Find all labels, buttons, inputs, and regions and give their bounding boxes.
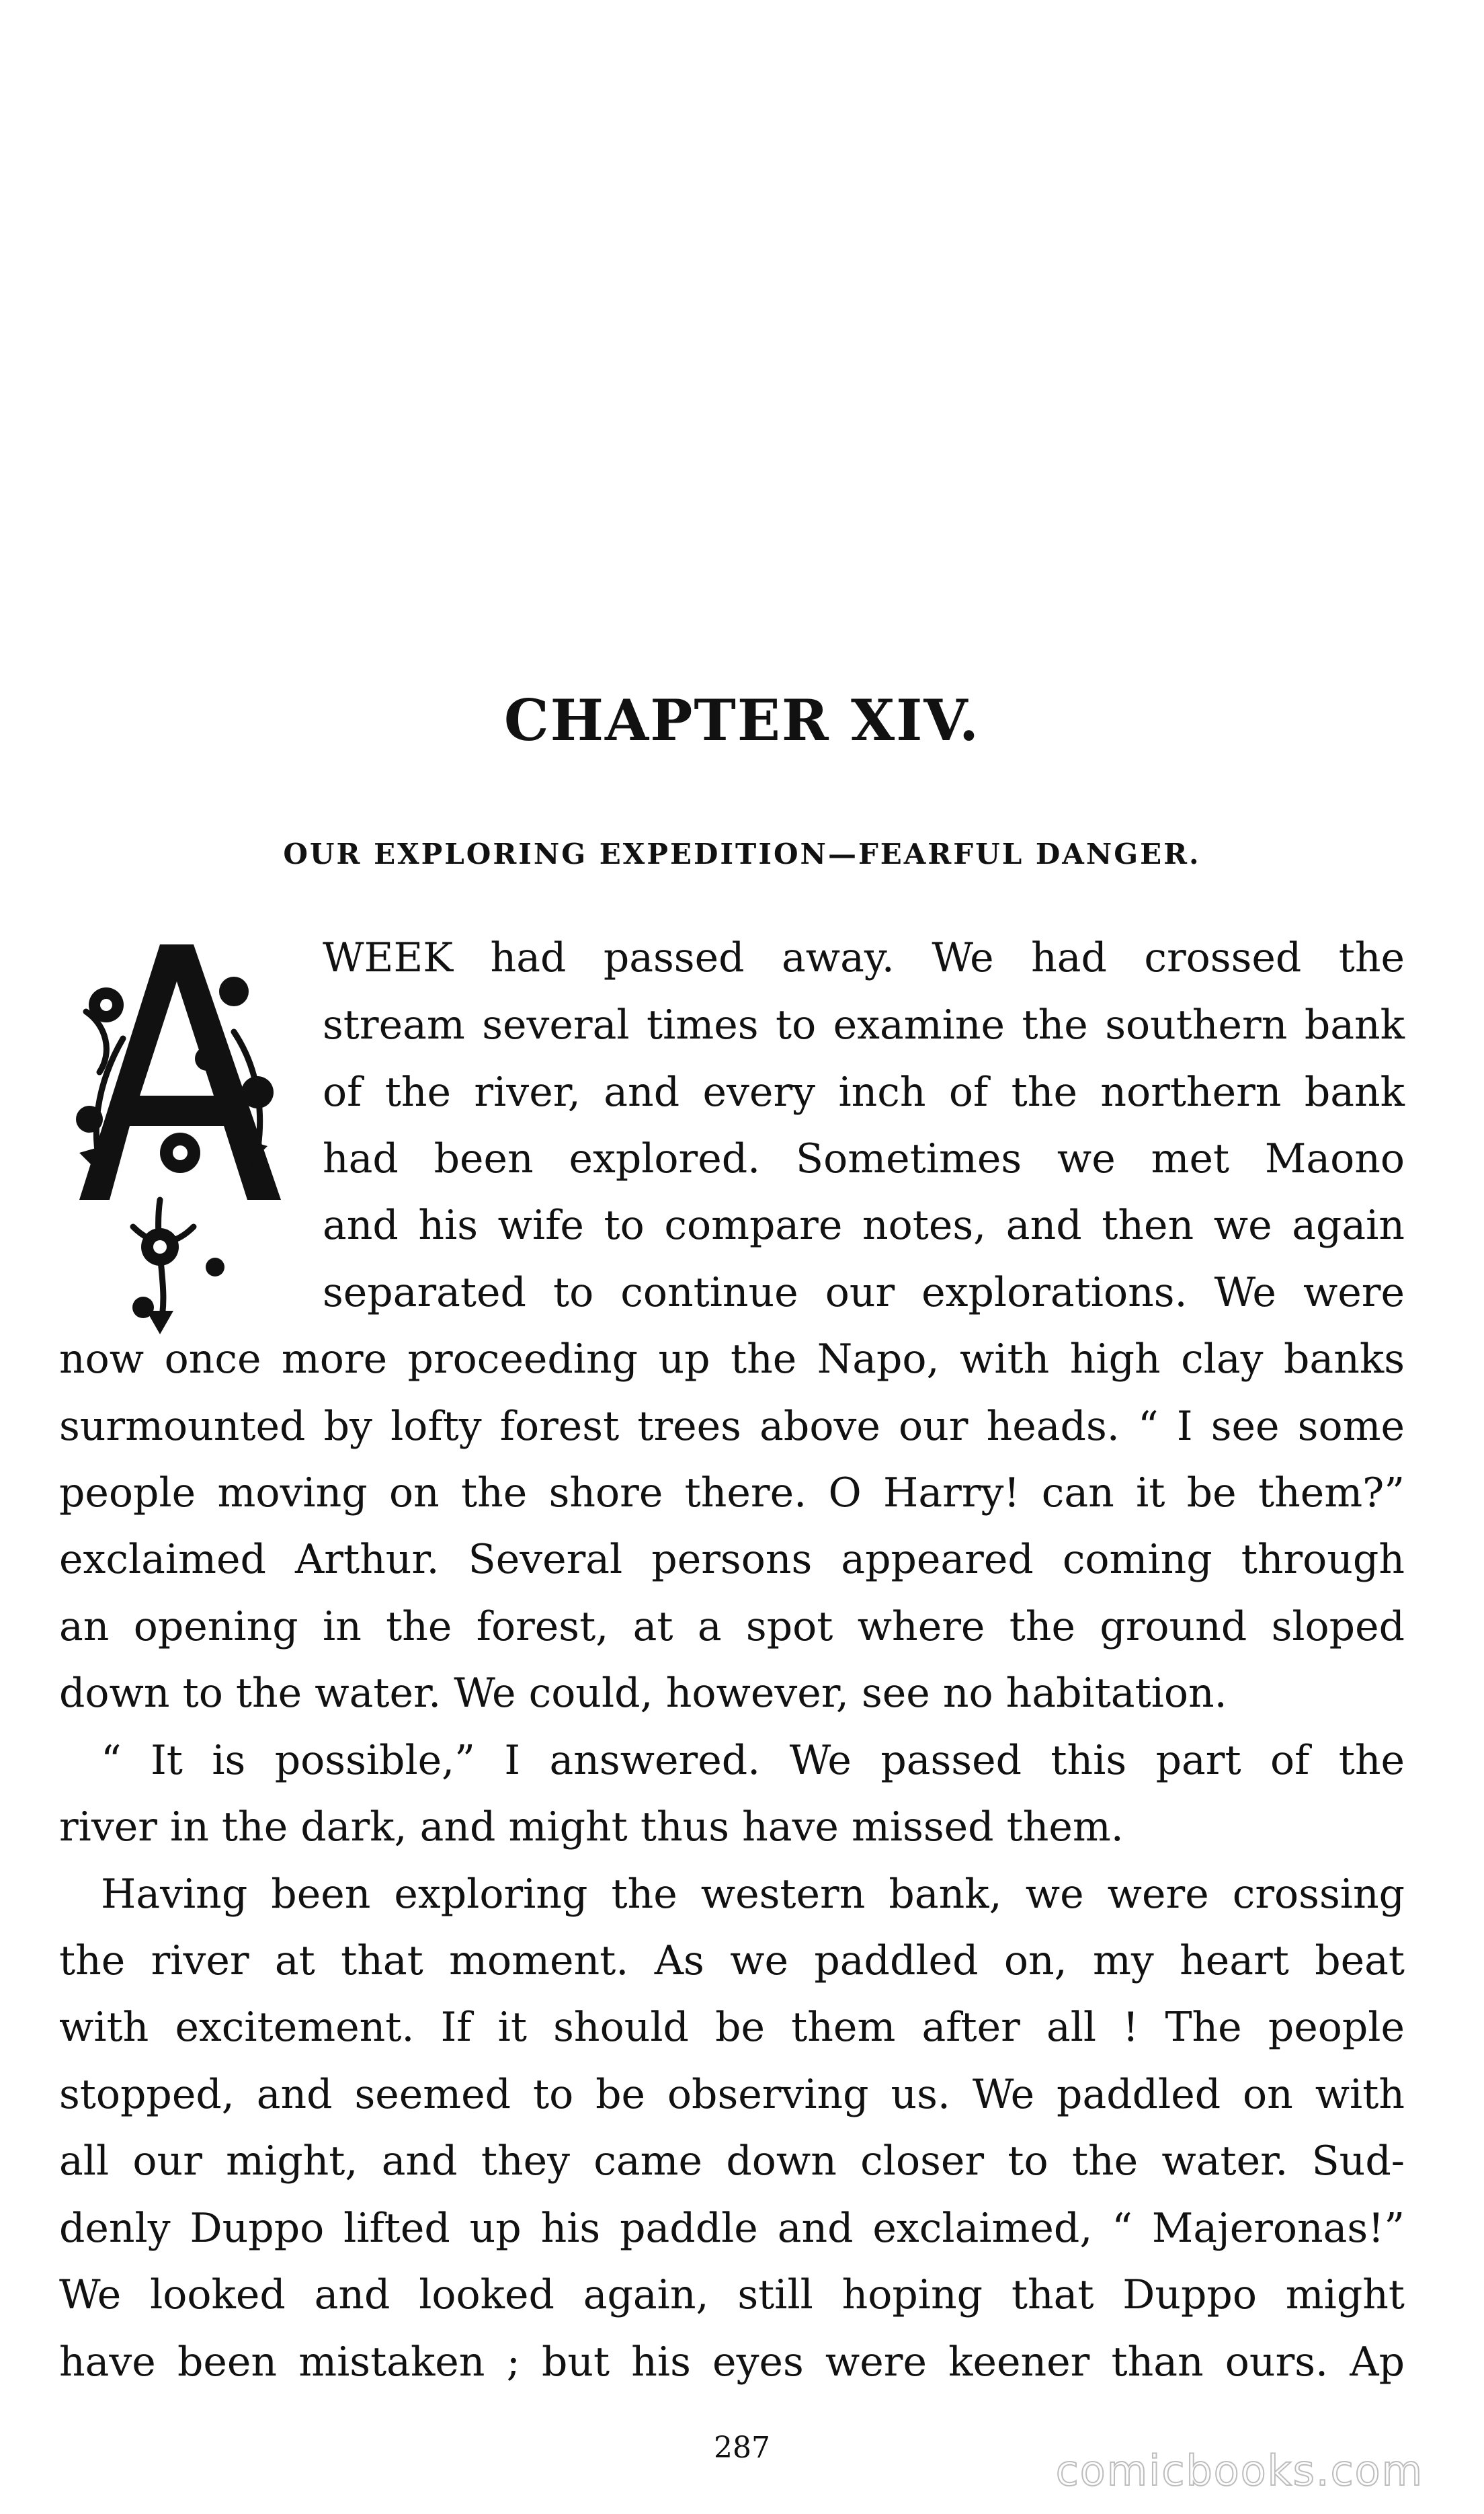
- text-line: denly Duppo lifted up his paddle and exclaimed, “ Majeronas!”: [59, 2205, 1405, 2252]
- text-line: had been explored. Sometimes we met Maono: [323, 1135, 1405, 1182]
- floral-initial-a-icon: [59, 931, 288, 1348]
- text-line: surmounted by lofty forest trees above our heads. “ I see some: [59, 1403, 1405, 1450]
- page-number: 287: [714, 2431, 770, 2465]
- text-line: stream several times to examine the southern bank: [323, 1002, 1405, 1049]
- text-line: stopped, and seemed to be observing us. We paddled on with: [59, 2071, 1405, 2118]
- text-line: people moving on the shore there. O Harry! can it be them?”: [59, 1469, 1405, 1516]
- text-line: separated to continue our explorations. We were: [323, 1269, 1405, 1316]
- text-line: an opening in the forest, at a spot where the ground sloped: [59, 1603, 1405, 1650]
- watermark: comicbooks.com: [1055, 2446, 1424, 2495]
- text-line: Having been exploring the western bank, we were crossing: [101, 1871, 1405, 1918]
- text-line: now once more proceeding up the Napo, with high clay banks: [59, 1336, 1405, 1383]
- text-line: all our might, and they came down closer to the water. Sud-: [59, 2138, 1405, 2185]
- text-line: down to the water. We could, however, see no habitation.: [59, 1670, 1227, 1717]
- text-line: with excitement. If it should be them after all ! The people: [59, 2004, 1405, 2051]
- text-line: of the river, and every inch of the northern bank: [323, 1069, 1405, 1116]
- text-line: the river at that moment. As we paddled on, my heart beat: [59, 1937, 1405, 1984]
- chapter-subtitle: OUR EXPLORING EXPEDITION—FEARFUL DANGER.: [283, 838, 1201, 870]
- text-line: “ It is possible,” I answered. We passed this part of the: [101, 1737, 1405, 1784]
- text-line: WEEK had passed away. We had crossed the: [323, 934, 1405, 981]
- text-line: We looked and looked again, still hoping that Duppo might: [59, 2271, 1405, 2318]
- text-line: exclaimed Arthur. Several persons appeared coming through: [59, 1536, 1405, 1583]
- text-line: and his wife to compare notes, and then we again: [323, 1202, 1405, 1249]
- text-line: have been mistaken ; but his eyes were keener than ours. Ap: [59, 2339, 1405, 2386]
- text-line: river in the dark, and might thus have missed them.: [59, 1803, 1124, 1851]
- chapter-title: CHAPTER XIV.: [503, 687, 981, 754]
